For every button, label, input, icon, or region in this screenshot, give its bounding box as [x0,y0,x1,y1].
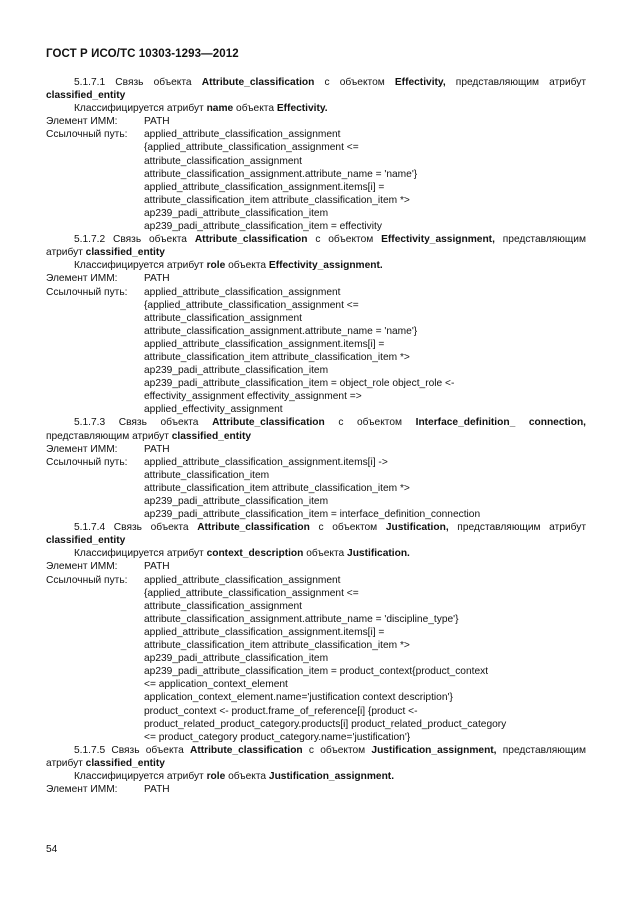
reference-path [144,456,586,521]
reference-path-row: Ссылочный путь: applied_attribute_classification_assignment {applied_attribute_classification_assignment <= attribute_classification_assignment attribute_classification_assignment.attribute_name = 'discipline_type'} applied_attribute_classification_assignment.items[i] = attribute_classification_item attribute_classification_item *> ap239_padi_attribute_classification_item ap239_padi_attribute_classification_item = product_context{product_context <= application_context_element application_context_element.name='justification context description'} product_context <- product.frame_of_reference[i] {product <- product_related_product_category.products[i] product_related_product_category <= product_category product_category.name='justification'} [46,574,586,744]
path-line: attribute_classification_assignment [144,312,302,324]
path-line: attribute_classification_assignment.attribute_name = 'name'} [144,168,418,180]
element-row: Элемент ИММ: PATH [46,273,170,285]
path-line: application_context_element.name='justification context description'} [144,692,453,704]
path-line: ap239_padi_attribute_classification_item [144,653,329,665]
page-number: 54 [46,844,58,855]
path-line: product_context <- product.frame_of_reference[i] {product <- [144,705,418,717]
path-line: <= application_context_element [144,679,288,691]
classified-attribute-line: Классифицируется атрибут name объекта Effectivity. [74,103,328,115]
element-row: Элемент ИММ: PATH [46,443,170,455]
path-line: applied_attribute_classification_assignment.items[i] = [144,338,385,350]
path-line: attribute_classification_item [144,469,270,481]
section-heading-5-1-7-1: 5.1.7.1 Связь объекта Attribute_classification с объектом Effectivity, представляющим атрибут classified_entity [46,77,587,102]
reference-path [144,128,586,233]
path-line: product_related_product_category.products[i] product_related_product_category [144,718,507,730]
path-line: ap239_padi_attribute_classification_item = interface_definition_connection [144,509,481,521]
path-line: {applied_attribute_classification_assignment <= [144,299,359,311]
path-line: attribute_classification_assignment.attribute_name = 'name'} [144,325,418,337]
path-line: attribute_classification_item attribute_classification_item *> [144,640,410,652]
path-line: ap239_padi_attribute_classification_item [144,207,329,219]
path-line: attribute_classification_assignment.attribute_name = 'discipline_type'} [144,613,459,625]
path-line: attribute_classification_assignment [144,155,302,167]
path-line: applied_attribute_classification_assignment.items[i] = [144,626,385,638]
path-line: applied_attribute_classification_assignment.items[i] -> [144,456,388,468]
path-line: attribute_classification_item attribute_classification_item *> [144,482,410,494]
classified-attribute-line: Классифицируется атрибут role объекта Effectivity_assignment. [74,260,383,272]
page-content [46,76,586,796]
path-line: <= product_category product_category.name='justification'} [144,731,411,743]
path-line: {applied_attribute_classification_assignment <= [144,142,359,154]
path-line: effectivity_assignment effectivity_assignment => [144,391,362,403]
reference-path-row: Ссылочный путь: applied_attribute_classification_assignment {applied_attribute_classification_assignment <= attribute_classification_assignment attribute_classification_assignment.attribute_name = 'name'} applied_attribute_classification_assignment.items[i] = attribute_classification_item attribute_classification_item *> ap239_padi_attribute_classification_item ap239_padi_attribute_classification_item = effectivity [46,128,586,233]
path-line: applied_attribute_classification_assignment [144,286,341,298]
element-row: Элемент ИММ: PATH [46,116,170,128]
reference-path [144,574,586,744]
classified-attribute-line: Классифицируется атрибут role объекта Justification_assignment. [74,770,395,782]
path-line: applied_effectivity_assignment [144,404,283,416]
section-heading-5-1-7-2: 5.1.7.2 Связь объекта Attribute_classification с объектом Effectivity_assignment, представляющим атрибут classified_entity [46,234,587,259]
path-line: ap239_padi_attribute_classification_item = effectivity [144,221,382,233]
path-line: {applied_attribute_classification_assignment <= [144,587,359,599]
section-heading-5-1-7-3: 5.1.7.3 Связь объекта Attribute_classification с объектом Interface_definition_ connection, представляющим атрибут classified_entity [46,417,587,442]
path-line: applied_attribute_classification_assignment.items[i] = [144,181,385,193]
section-heading-5-1-7-5: 5.1.7.5 Связь объекта Attribute_classification с объектом Justification_assignment, представляющим атрибут classified_entity [46,744,586,769]
reference-path-row: Ссылочный путь: applied_attribute_classification_assignment.items[i] -> attribute_classification_item attribute_classification_item attribute_classification_item *> ap239_padi_attribute_classification_item ap239_padi_attribute_classification_item = interface_definition_connection [46,456,586,521]
page-header: ГОСТ Р ИСО/ТС 10303-1293—2012 [46,48,239,60]
path-line: ap239_padi_attribute_classification_item [144,496,329,507]
reference-path [144,286,586,417]
path-line: ap239_padi_attribute_classification_item = product_context{product_context [144,666,489,678]
path-line: attribute_classification_item attribute_classification_item *> [144,351,410,363]
reference-path-row: Ссылочный путь: applied_attribute_classification_assignment {applied_attribute_classification_assignment <= attribute_classification_assignment attribute_classification_assignment.attribute_name = 'name'} applied_attribute_classification_assignment.items[i] = attribute_classification_item attribute_classification_item *> ap239_padi_attribute_classification_item ap239_padi_attribute_classification_item = object_role object_role <- effectivity_assignment effectivity_assignment => applied_effectivity_assignment [46,286,586,417]
path-line: applied_attribute_classification_assignment [144,574,341,586]
path-line: ap239_padi_attribute_classification_item = object_role object_role <- [144,378,455,390]
path-line: attribute_classification_item attribute_classification_item *> [144,194,410,206]
element-row: Элемент ИММ: PATH [46,561,170,573]
path-line: attribute_classification_assignment [144,600,302,612]
path-line: ap239_padi_attribute_classification_item [144,365,329,377]
path-line: applied_attribute_classification_assignment [144,129,341,141]
section-heading-5-1-7-4: 5.1.7.4 Связь объекта Attribute_classification с объектом Justification, представляющим атрибут classified_entity [46,522,587,547]
element-row: Элемент ИММ: PATH [46,784,170,796]
classified-attribute-line: Классифицируется атрибут context_description объекта Justification. [74,548,410,560]
